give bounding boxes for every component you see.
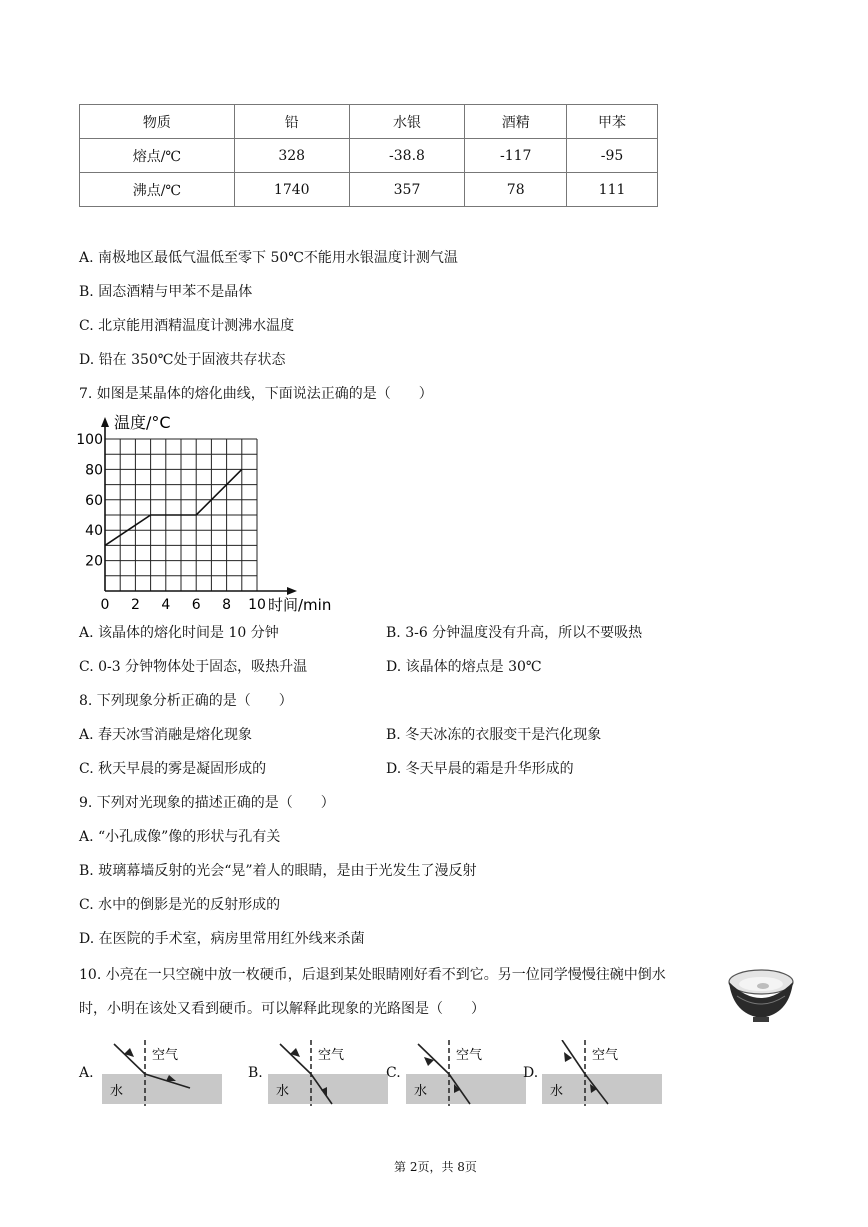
y-tick-label: 60 bbox=[85, 492, 103, 509]
table-cell: 357 bbox=[349, 173, 465, 207]
q9-option-d: D. 在医院的手术室，病房里常用红外线来杀菌 bbox=[79, 931, 365, 947]
q8-option-a: A. 春天冰雪消融是熔化现象 bbox=[79, 727, 253, 743]
x-axis-label: 时间/min bbox=[268, 596, 332, 614]
x-axis-arrow-icon bbox=[287, 587, 297, 595]
chart-axes bbox=[101, 417, 297, 595]
q9-stem: 9. 下列对光现象的描述正确的是（ ） bbox=[79, 795, 335, 811]
q8-option-c: C. 秋天早晨的雾是凝固形成的 bbox=[79, 761, 267, 777]
q9-option-a: A. “小孔成像”像的形状与孔有关 bbox=[79, 829, 281, 845]
table-cell: 1740 bbox=[234, 173, 349, 207]
x-tick-label: 6 bbox=[191, 597, 201, 613]
properties-table bbox=[79, 104, 658, 207]
air-label: 空气 bbox=[592, 1048, 619, 1063]
chart-series bbox=[105, 469, 242, 545]
y-axis-label: 温度/°C bbox=[114, 413, 171, 432]
water-label: 水 bbox=[550, 1084, 564, 1099]
melting-curve-chart bbox=[70, 408, 360, 618]
table-row bbox=[80, 173, 658, 207]
ray-diagram-d bbox=[542, 1040, 664, 1110]
y-tick-label: 100 bbox=[76, 432, 103, 448]
x-tick-label: 10 bbox=[248, 597, 266, 613]
y-tick-label: 20 bbox=[85, 553, 103, 570]
q6-option-d: D. 铅在 350℃处于固液共存状态 bbox=[79, 352, 286, 368]
y-tick-label: 40 bbox=[85, 523, 103, 540]
q9-option-c: C. 水中的倒影是光的反射形成的 bbox=[79, 897, 281, 913]
table-cell: 酒精 bbox=[465, 105, 567, 139]
air-label: 空气 bbox=[318, 1048, 345, 1063]
q10-label-b: B. bbox=[248, 1065, 263, 1081]
bowl-with-coin-image bbox=[727, 968, 795, 1026]
q7-option-b: B. 3-6 分钟温度没有升高，所以不要吸热 bbox=[386, 625, 643, 641]
q8-option-b: B. 冬天冰冻的衣服变干是汽化现象 bbox=[386, 727, 602, 743]
melting-curve-line bbox=[105, 469, 242, 545]
q7-option-d: D. 该晶体的熔点是 30℃ bbox=[386, 659, 542, 675]
q7-option-c: C. 0-3 分钟物体处于固态，吸热升温 bbox=[79, 659, 308, 675]
table-cell: 328 bbox=[234, 139, 349, 173]
y-tick-label: 80 bbox=[85, 462, 103, 479]
q6-option-c: C. 北京能用酒精温度计测沸水温度 bbox=[79, 318, 295, 334]
q8-stem: 8. 下列现象分析正确的是（ ） bbox=[79, 693, 293, 709]
ray-diagram-a bbox=[102, 1040, 224, 1110]
q10-stem-line1: 10. 小亮在一只空碗中放一枚硬币，后退到某处眼睛刚好看不到它。另一位同学慢慢往碗中倒水 bbox=[79, 967, 666, 983]
y-axis-arrow-icon bbox=[101, 417, 109, 427]
q9-option-b: B. 玻璃幕墙反射的光会“晃”着人的眼睛，是由于光发生了漫反射 bbox=[79, 863, 477, 879]
x-tick-label: 4 bbox=[161, 597, 171, 613]
table-cell: 78 bbox=[465, 173, 567, 207]
table-cell: -38.8 bbox=[349, 139, 465, 173]
q7-stem: 7. 如图是某晶体的熔化曲线，下面说法正确的是（ ） bbox=[79, 386, 433, 402]
table-row bbox=[80, 105, 658, 139]
ray-diagram-c bbox=[406, 1040, 528, 1110]
x-tick-label: 0 bbox=[100, 597, 110, 613]
air-label: 空气 bbox=[456, 1048, 483, 1063]
table-cell: 铅 bbox=[234, 105, 349, 139]
water-label: 水 bbox=[110, 1084, 124, 1099]
table-cell: 物质 bbox=[80, 105, 235, 139]
table-cell: 水银 bbox=[349, 105, 465, 139]
q6-option-b: B. 固态酒精与甲苯不是晶体 bbox=[79, 284, 253, 300]
air-label: 空气 bbox=[152, 1048, 179, 1063]
table-cell: 沸点/℃ bbox=[80, 173, 235, 207]
table-cell: 甲苯 bbox=[567, 105, 658, 139]
q8-option-d: D. 冬天早晨的霜是升华形成的 bbox=[386, 761, 574, 777]
water-label: 水 bbox=[276, 1084, 290, 1099]
table-cell: -95 bbox=[567, 139, 658, 173]
q6-option-a: A. 南极地区最低气温低至零下 50℃不能用水银温度计测气温 bbox=[79, 250, 458, 266]
water-label: 水 bbox=[414, 1084, 428, 1099]
page-footer: 第 2页，共 8页 bbox=[394, 1160, 477, 1174]
x-tick-label: 2 bbox=[130, 597, 140, 613]
q10-label-d: D. bbox=[523, 1065, 539, 1081]
q10-stem-line2: 时，小明在该处又看到硬币。可以解释此现象的光路图是（ ） bbox=[79, 1001, 485, 1017]
table-cell: -117 bbox=[465, 139, 567, 173]
q10-label-c: C. bbox=[386, 1065, 401, 1081]
q10-label-a: A. bbox=[79, 1065, 94, 1081]
x-tick-label: 8 bbox=[222, 597, 232, 613]
table-cell: 熔点/℃ bbox=[80, 139, 235, 173]
q7-option-a: A. 该晶体的熔化时间是 10 分钟 bbox=[79, 625, 279, 641]
table-row bbox=[80, 139, 658, 173]
ray-diagram-b bbox=[268, 1040, 390, 1110]
table-cell: 111 bbox=[567, 173, 658, 207]
